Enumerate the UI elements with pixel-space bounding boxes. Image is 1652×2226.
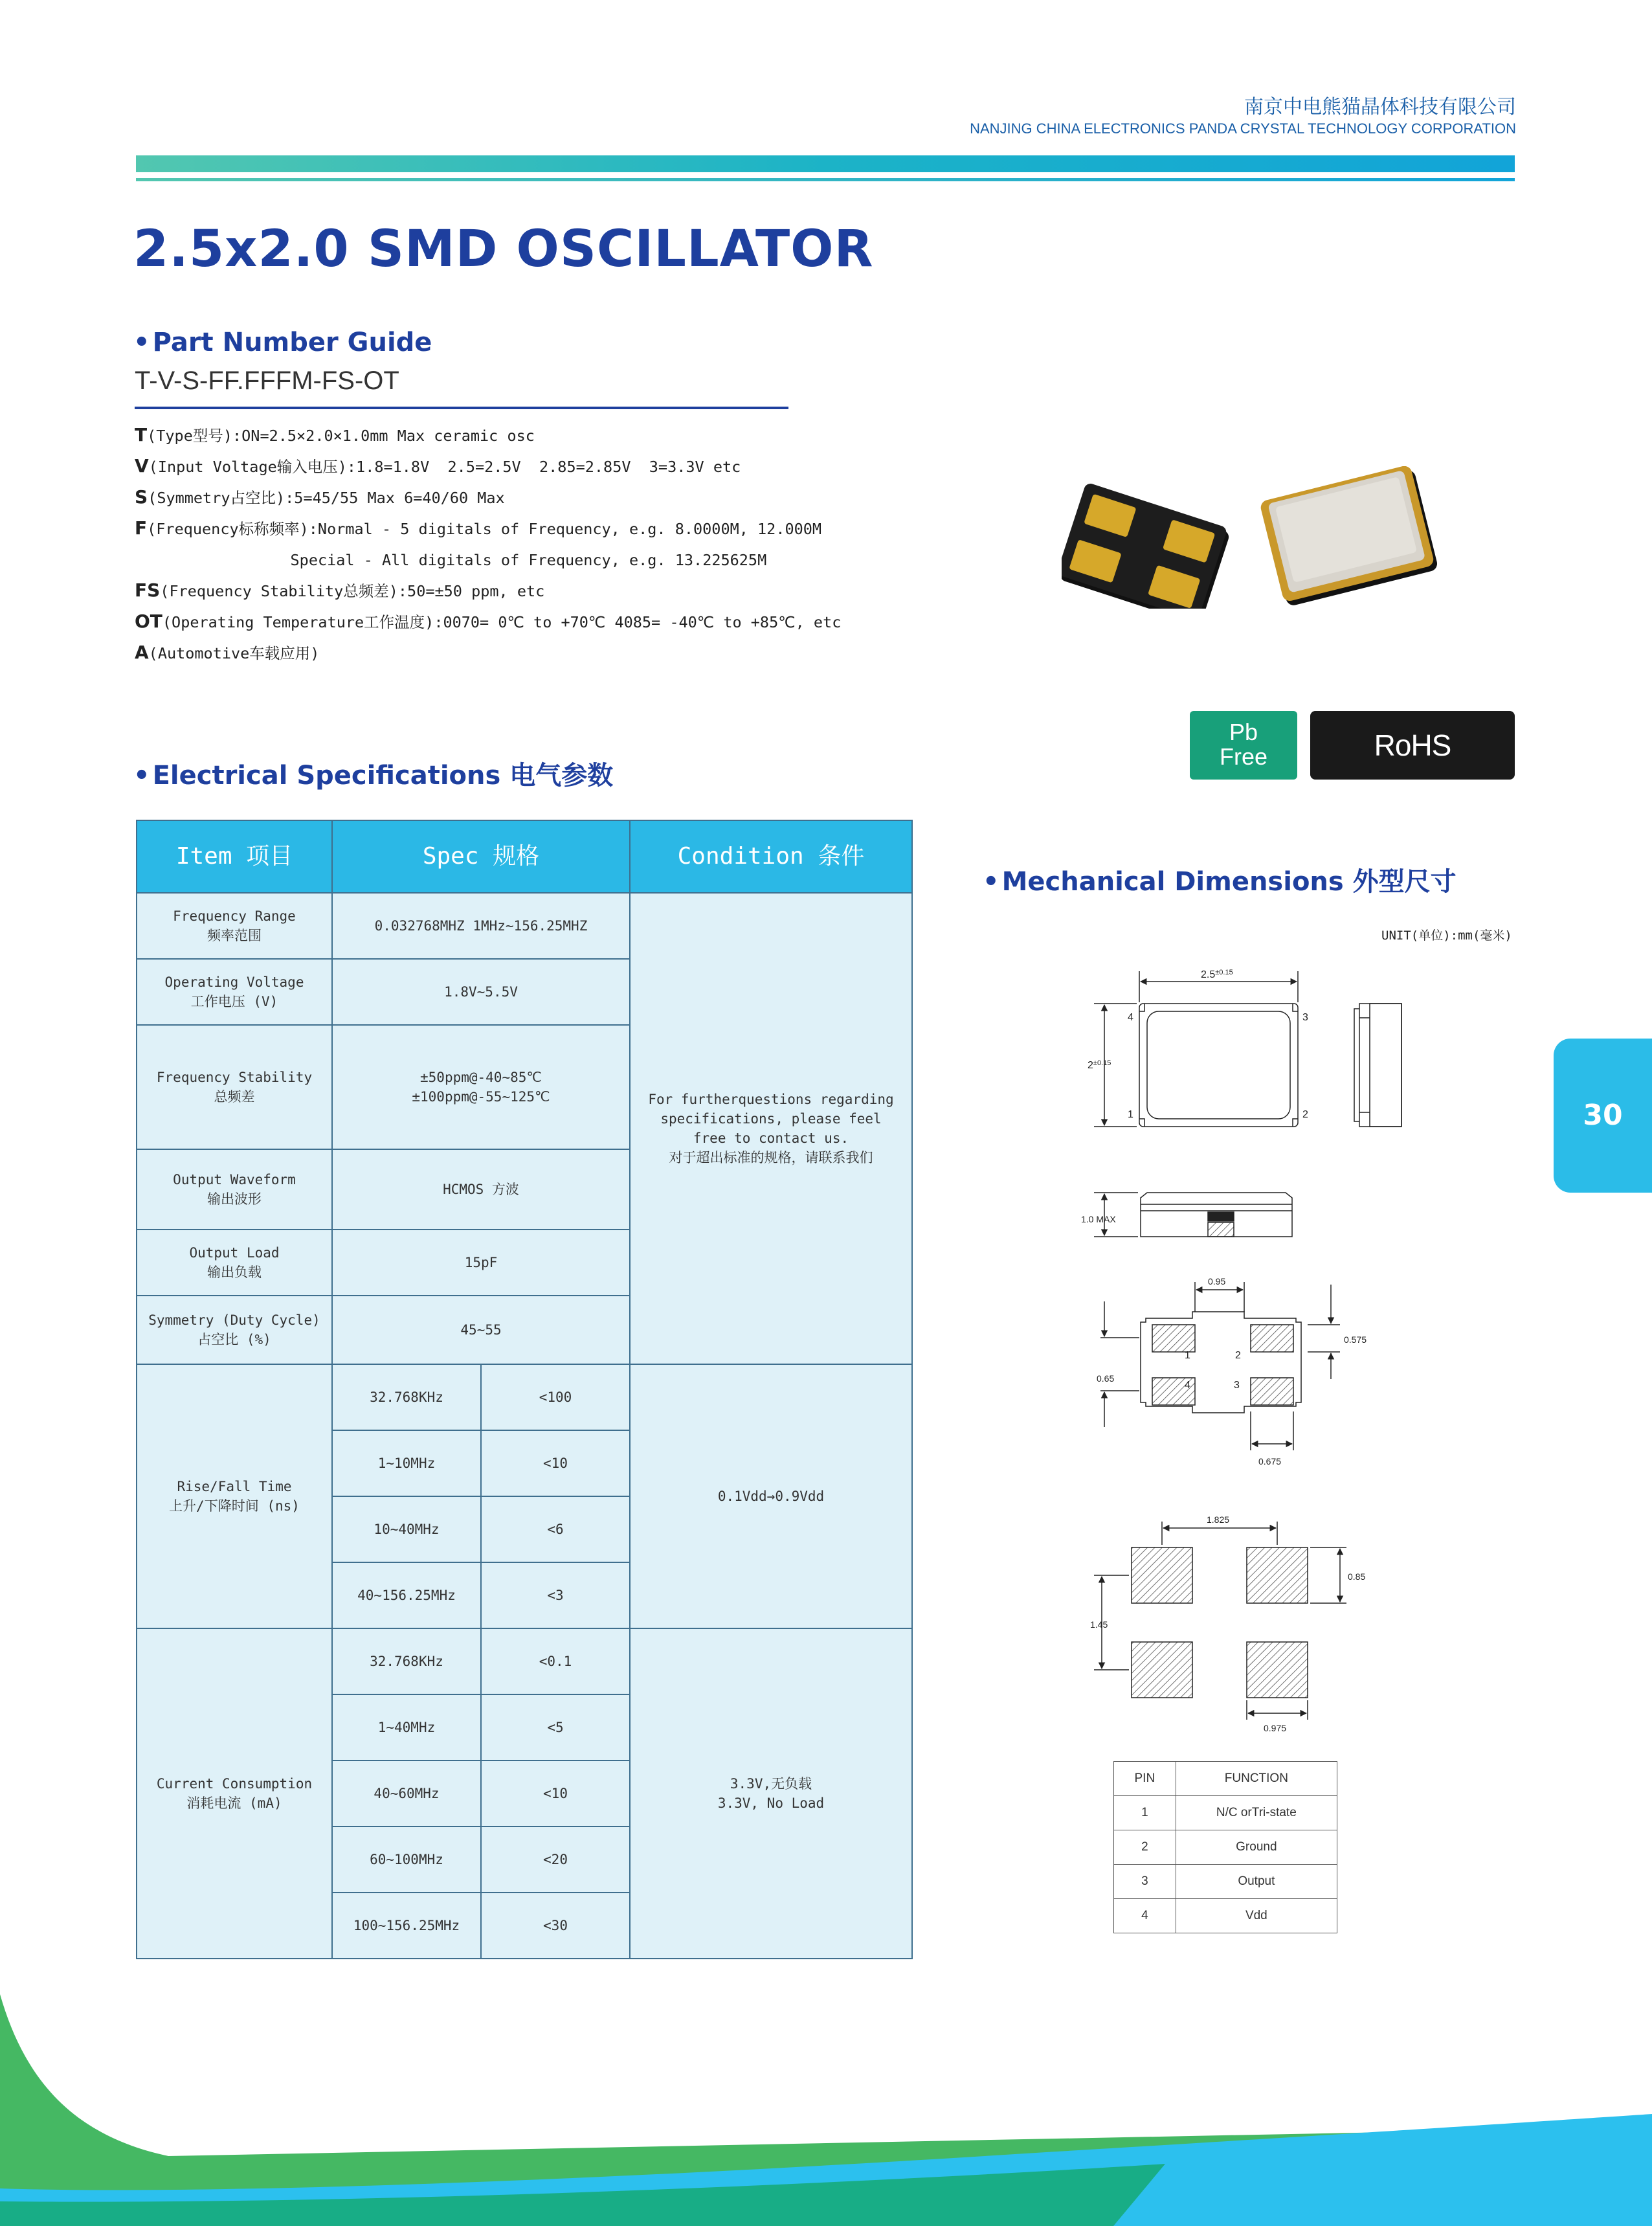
header-gradient-line [136, 178, 1515, 181]
spec-condition-general [630, 893, 912, 1364]
guide-text: (Frequency Stability总频差):50=±50 ppm, etc [160, 582, 545, 600]
spec-item [137, 1149, 332, 1230]
pin-row [1114, 1865, 1337, 1899]
guide-row [135, 482, 841, 513]
guide-row [135, 575, 841, 606]
rise-fall-freq: 32.768KHz [332, 1364, 481, 1430]
bottom-view-drawing [1097, 1276, 1367, 1467]
mechanical-heading-text: Mechanical Dimensions 外型尺寸 [1001, 867, 1457, 897]
current-row [137, 1628, 912, 1694]
pin-label-3: 3 [1302, 1012, 1308, 1023]
pin-number: 3 [1114, 1865, 1176, 1899]
electrical-spec-table [136, 820, 913, 1959]
cell-line: 对于超出标准的规格，请联系我们 [669, 1150, 873, 1165]
spec-item [137, 959, 332, 1025]
rise-fall-condition: 0.1Vdd→0.9Vdd [630, 1364, 912, 1628]
rise-fall-freq: 40~156.25MHz [332, 1562, 481, 1628]
guide-key: S [135, 486, 148, 508]
pin-row [1114, 1796, 1337, 1830]
guide-text: (Type型号):ON=2.5×2.0×1.0mm Max ceramic osc [147, 427, 535, 445]
part-number-guide-list [135, 420, 841, 668]
part-number-code: T-V-S-FF.FFFM-FS-OT [135, 366, 399, 395]
guide-row [135, 420, 841, 451]
svg-text:1: 1 [1185, 1350, 1190, 1361]
spec-value: 45~55 [332, 1296, 630, 1364]
guide-text: (Operating Temperature工作温度):0070= 0℃ to +70℃ 4085= -40℃ to +85℃, etc [162, 613, 842, 631]
pb-free-line1: Pb [1229, 719, 1258, 745]
spec-item [137, 1025, 332, 1149]
pb-free-line2: Free [1219, 743, 1268, 770]
pin-number: 1 [1114, 1796, 1176, 1830]
current-item [137, 1628, 332, 1959]
cell-line: 占空比 (%) [197, 1332, 271, 1347]
dim-pad-width: 0.675 [1258, 1456, 1282, 1467]
guide-key: F [135, 517, 148, 539]
unit-label: UNIT(单位):mm(毫米) [1381, 928, 1512, 943]
cell-line: ±50ppm@-40~85℃ [420, 1070, 542, 1085]
part-number-rule [135, 407, 788, 409]
spec-item [137, 1296, 332, 1364]
pin-function: Vdd [1176, 1899, 1337, 1933]
spec-value: 0.032768MHZ 1MHz~156.25MHZ [332, 893, 630, 959]
cell-line: ±100ppm@-55~125℃ [412, 1089, 550, 1105]
dim-length: $2.5^{\pm 0.15}$ [1201, 969, 1233, 980]
electrical-spec-heading: • Electrical Specifications 电气参数 [133, 761, 614, 791]
rise-fall-value: <10 [481, 1430, 630, 1496]
dim-height: 1.0 MAX [1081, 1214, 1116, 1224]
company-name-en: NANJING CHINA ELECTRONICS PANDA CRYSTAL TECHNOLOGY CORPORATION [970, 120, 1516, 137]
svg-text:2: 2 [1235, 1350, 1241, 1361]
cell-line: For furtherquestions regarding [648, 1092, 894, 1107]
guide-row [135, 451, 841, 482]
spec-value: HCMOS 方波 [332, 1149, 630, 1230]
oscillator-product-photo [1062, 466, 1437, 609]
pin-number: 4 [1114, 1899, 1176, 1933]
dim-land-pitch-h: 1.825 [1207, 1514, 1230, 1525]
page-number-tab: 30 [1554, 1039, 1652, 1193]
rise-fall-value: <100 [481, 1364, 630, 1430]
current-freq: 40~60MHz [332, 1760, 481, 1827]
side-view-drawing [1081, 1193, 1292, 1237]
top-view-drawing [1088, 969, 1401, 1127]
pin-header: PIN [1114, 1762, 1176, 1796]
rise-fall-freq: 10~40MHz [332, 1496, 481, 1562]
cell-line: 3.3V, No Load [717, 1795, 825, 1811]
rise-fall-value: <6 [481, 1496, 630, 1562]
cell-line: free to contact us. [693, 1130, 849, 1146]
rise-fall-item [137, 1364, 332, 1628]
dim-land-height: 0.85 [1348, 1571, 1366, 1582]
cell-line: 工作电压 (V) [190, 994, 278, 1009]
pin-label-1: 1 [1128, 1109, 1133, 1120]
electrical-spec-heading-text: Electrical Specifications 电气参数 [152, 761, 614, 791]
part-number-guide-heading-text: Part Number Guide [152, 328, 432, 357]
cell-line: Current Consumption [156, 1776, 313, 1792]
guide-text: (Symmetry占空比):5=45/55 Max 6=40/60 Max [148, 489, 505, 507]
pin-function: Ground [1176, 1830, 1337, 1865]
pin-number: 2 [1114, 1830, 1176, 1865]
current-value: <0.1 [481, 1628, 630, 1694]
current-freq: 100~156.25MHz [332, 1893, 481, 1959]
spec-value: 15pF [332, 1230, 630, 1296]
guide-key: A [135, 642, 149, 663]
guide-row [135, 544, 841, 575]
svg-text:4: 4 [1185, 1380, 1190, 1391]
guide-text: Special - All digitals of Frequency, e.g. 13.225625M [135, 551, 767, 569]
spec-item [137, 1230, 332, 1296]
guide-key: OT [135, 611, 162, 632]
cell-line: Frequency Range [173, 908, 296, 924]
guide-row [135, 513, 841, 544]
current-value: <20 [481, 1827, 630, 1893]
cell-line: Rise/Fall Time [177, 1479, 292, 1494]
cell-line: Output Load [189, 1245, 280, 1261]
guide-text: (Automotive车载应用) [148, 644, 320, 662]
current-condition [630, 1628, 912, 1959]
cell-line: Operating Voltage [164, 974, 304, 990]
guide-row [135, 606, 841, 637]
rohs-badge: RoHS Compliant [1310, 711, 1515, 780]
guide-key: T [135, 424, 148, 445]
rise-fall-row [137, 1364, 912, 1430]
header-spec: Spec 规格 [332, 820, 630, 893]
dim-pad-height: 0.575 [1344, 1334, 1367, 1345]
pin-row [1114, 1899, 1337, 1933]
cell-line: 3.3V,无负载 [730, 1776, 812, 1792]
function-header: FUNCTION [1176, 1762, 1337, 1796]
land-pattern-drawing [1090, 1514, 1365, 1733]
pin-label-2: 2 [1302, 1109, 1308, 1120]
current-value: <30 [481, 1893, 630, 1959]
mechanical-drawings [1055, 958, 1418, 1748]
cell-line: 频率范围 [207, 928, 262, 943]
cell-line: Symmetry (Duty Cycle) [148, 1312, 320, 1328]
cell-line: Frequency Stability [156, 1070, 313, 1085]
cell-line: 输出负载 [207, 1265, 262, 1280]
pin-function: Output [1176, 1865, 1337, 1899]
rise-fall-value: <3 [481, 1562, 630, 1628]
current-value: <5 [481, 1694, 630, 1760]
guide-key: V [135, 455, 149, 477]
pb-free-badge [1190, 711, 1297, 780]
cell-line: Output Waveform [173, 1172, 296, 1187]
page-title: 2.5x2.0 SMD OSCILLATOR [133, 220, 874, 278]
dim-land-pitch-v: 1.45 [1090, 1619, 1108, 1630]
guide-text: (Frequency标称频率):Normal - 5 digitals of Frequency, e.g. 8.0000M, 12.000M [147, 520, 822, 538]
cell-line: 总频差 [214, 1089, 255, 1105]
current-freq: 32.768KHz [332, 1628, 481, 1694]
guide-text: (Input Voltage输入电压):1.8=1.8V 2.5=2.5V 2.85=2.85V 3=3.3V etc [148, 458, 741, 476]
pin-label-4: 4 [1128, 1012, 1133, 1023]
spec-row [137, 893, 912, 959]
mechanical-heading: • Mechanical Dimensions 外型尺寸 [983, 867, 1457, 897]
header-gradient-bar [136, 155, 1515, 172]
cell-line: 输出波形 [207, 1191, 262, 1207]
guide-key: FS [135, 579, 161, 601]
dim-land-width: 0.975 [1264, 1723, 1287, 1733]
header-condition: Condition 条件 [630, 820, 912, 893]
pin-function-table [1113, 1761, 1337, 1933]
header-item: Item 项目 [137, 820, 332, 893]
cell-line: 上升/下降时间 (ns) [169, 1498, 300, 1514]
dim-pad-pitch-v: 0.65 [1097, 1373, 1115, 1384]
part-number-guide-heading: • Part Number Guide [133, 328, 432, 357]
guide-row [135, 637, 841, 668]
dim-pad-gap: 0.95 [1208, 1276, 1226, 1287]
spec-value [332, 1025, 630, 1149]
company-name-cn: 南京中电熊猫晶体科技有限公司 [1244, 96, 1516, 118]
spec-value: 1.8V~5.5V [332, 959, 630, 1025]
dim-width: $2^{\pm 0.15}$ [1088, 1059, 1111, 1071]
pin-row [1114, 1830, 1337, 1865]
spec-item [137, 893, 332, 959]
cell-line: 消耗电流 (mA) [186, 1795, 282, 1811]
current-freq: 60~100MHz [332, 1827, 481, 1893]
footer-wave-decoration [0, 1994, 1652, 2226]
current-freq: 1~40MHz [332, 1694, 481, 1760]
rise-fall-freq: 1~10MHz [332, 1430, 481, 1496]
pin-function: N/C orTri-state [1176, 1796, 1337, 1830]
cell-line: specifications, please feel [660, 1111, 882, 1127]
svg-text:3: 3 [1234, 1380, 1240, 1391]
current-value: <10 [481, 1760, 630, 1827]
